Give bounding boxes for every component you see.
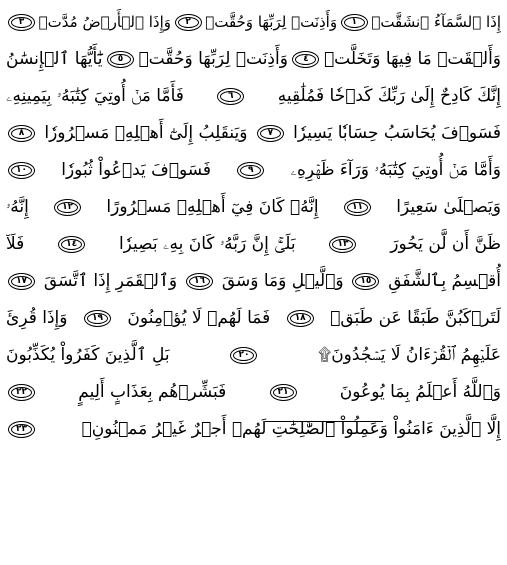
ayah-number-marker: ١٣ [329, 236, 356, 253]
verse-text: فَأَمَّا مَنۡ أُوتِيَ كِتَٰبَهُۥ بِيَمِينِهِۦ [6, 86, 184, 106]
ayah-number-marker: ٧ [257, 125, 284, 142]
verse-text: وَأَمَّا مَنۡ أُوتِيَ كِتَٰبَهُۥ وَرَآءَ ظَهۡرِهِۦ [290, 160, 501, 180]
ayah-number-marker: ٢٢ [8, 384, 35, 401]
verse-text: وَيَنقَلِبُ إِلَىٰٓ أَهۡلِهِۦ مَسۡرُورٗا [44, 123, 248, 143]
ayah-number-marker: ١٨ [287, 310, 314, 327]
verse-text: وَٱلَّيۡلِ وَمَا وَسَقَ [221, 271, 344, 291]
verse-text: وَيَصۡلَىٰ سَعِيرًا [396, 197, 501, 217]
sajdah-overline [265, 421, 383, 422]
verse-line [6, 115, 501, 152]
verse-text: فَسَوۡفَ يَدۡعُواْ ثُبُورٗا [61, 160, 212, 180]
verse-text: فَلَآ [6, 234, 25, 254]
verse-text: فَسَوۡفَ يُحَاسَبُ حِسَابٗا يَسِيرٗا [293, 123, 501, 143]
verse-text: يَٰٓأَيُّهَا ٱلۡإِنسَٰنُ [6, 49, 103, 69]
verse-text: إِنَّهُۥ [6, 197, 29, 217]
verse-text: فَبَشِّرۡهُم بِعَذَابٍ أَلِيمٍ [78, 382, 227, 402]
ayah-number-marker: ١٧ [8, 273, 35, 290]
ayah-number-marker: ٦ [217, 88, 244, 105]
verse-text: إِلَّا ٱلَّذِينَ ءَامَنُواْ وَعَمِلُواْ ٱلصَّٰلِحَٰتِ لَهُمۡ أَجۡرٌ غَيۡرُ مَمۡنُونِۭ [81, 419, 501, 439]
verse-line [6, 263, 501, 300]
ayah-number-marker: ٣ [8, 14, 35, 31]
verse-text: إِنَّهُۥ كَانَ فِيٓ أَهۡلِهِۦ مَسۡرُورًا [106, 197, 319, 217]
ayah-number-marker: ١٩ [84, 310, 111, 327]
verse-text: إِنَّكَ كَادِحٌ إِلَىٰ رَبِّكَ كَدۡحٗا فَمُلَٰقِيهِ [277, 86, 501, 106]
verse-text: وَإِذَا قُرِئَ [6, 308, 68, 328]
verse-text: وَأَذِنَتۡ لِرَبِّهَا وَحُقَّتۡ [138, 49, 288, 69]
verse-text: عَلَيۡهِمُ ٱلۡقُرۡءَانُ لَا يَسۡجُدُونَ۩ [318, 345, 501, 365]
verse-line [6, 41, 501, 78]
ayah-number-marker: ٢٠ [230, 347, 257, 364]
ayah-number-marker: ١ [341, 14, 368, 31]
ayah-number-marker: ١٤ [58, 236, 85, 253]
verse-line [6, 374, 501, 411]
verse-line [6, 411, 501, 448]
verse-line [6, 4, 501, 41]
ayah-number-marker: ١٦ [186, 273, 213, 290]
verse-text: ظَنَّ أَن لَّن يَحُورَ [390, 234, 501, 254]
ayah-number-marker: ٢٣ [8, 421, 35, 438]
verse-text: إِذَا ٱلسَّمَآءُ ٱنشَقَّتۡ [371, 13, 501, 31]
ayah-number-marker: ٨ [8, 125, 35, 142]
ayah-number-marker: ١٥ [352, 273, 379, 290]
verse-text: وَأَذِنَتۡ لِرَبِّهَا وَحُقَّتۡ [205, 13, 338, 31]
verse-text: بَلَىٰٓۚ إِنَّ رَبَّهُۥ كَانَ بِهِۦ بَصِيرٗا [118, 234, 296, 254]
verse-text: وَأَلۡقَتۡ مَا فِيهَا وَتَخَلَّتۡ [323, 49, 501, 69]
verse-text: فَمَا لَهُمۡ لَا يُؤۡمِنُونَ [127, 308, 271, 328]
verse-line [6, 226, 501, 263]
ayah-number-marker: ١٠ [8, 162, 35, 179]
verse-text: وَٱلۡقَمَرِ إِذَا ٱتَّسَقَ [43, 271, 178, 291]
verse-line [6, 152, 501, 189]
verse-text: بَلِ ٱلَّذِينَ كَفَرُواْ يُكَذِّبُونَ [6, 345, 170, 365]
verse-text: أُقۡسِمُ بِٱلشَّفَقِ [388, 271, 501, 291]
verse-line [6, 337, 501, 374]
verse-line [6, 78, 501, 115]
ayah-number-marker: ٢١ [270, 384, 297, 401]
ayah-number-marker: ٢ [175, 14, 202, 31]
ayah-number-marker: ٤ [292, 51, 319, 68]
ayah-number-marker: ٥ [107, 51, 134, 68]
verse-lines [6, 4, 501, 448]
verse-line [6, 300, 501, 337]
verse-text: وَإِذَا ٱلۡأَرۡضُ مُدَّتۡ [38, 13, 171, 31]
ayah-number-marker: ٩ [237, 162, 264, 179]
verse-line [6, 189, 501, 226]
ayah-number-marker: ١٢ [54, 199, 81, 216]
verse-text: وَٱللَّهُ أَعۡلَمُ بِمَا يُوعُونَ [339, 382, 501, 402]
ayah-number-marker: ١١ [344, 199, 371, 216]
verse-text: لَتَرۡكَبُنَّ طَبَقًا عَن طَبَقٖ [330, 308, 501, 328]
